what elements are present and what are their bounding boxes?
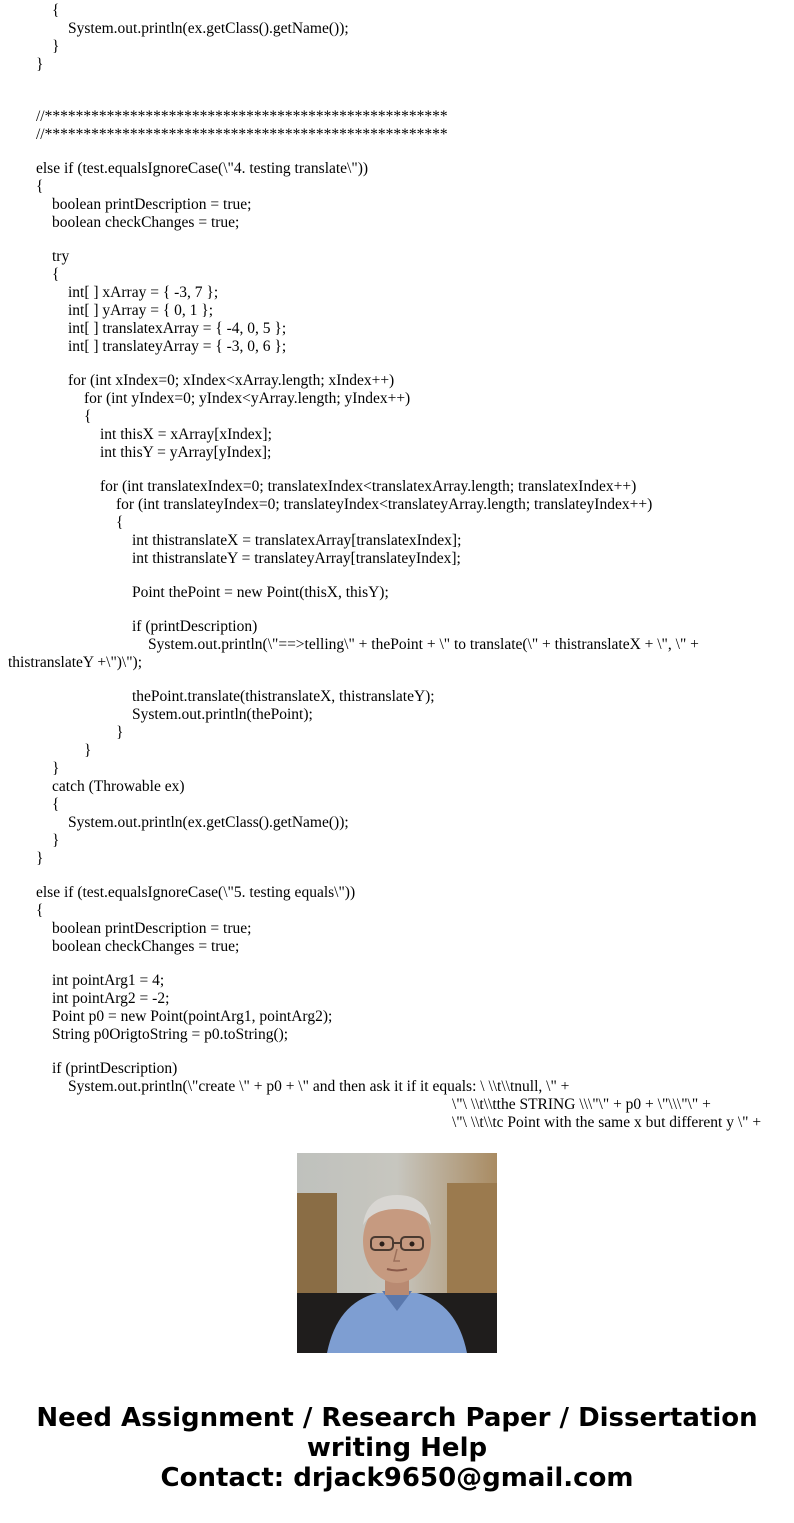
code-line: System.out.println(\"==>telling\" + thePoint + \" to translate(\" + thistranslateX + \", \" + — [148, 636, 699, 653]
code-line: boolean printDescription = true; — [52, 196, 252, 213]
comment-line: //**************************************************** — [36, 126, 448, 143]
code-line: thistranslateY +\")\"); — [8, 654, 143, 671]
code-line: for (int translatexIndex=0; translatexIndex<translatexArray.length; translatexIndex++) — [100, 478, 637, 495]
code-line: else if (test.equalsIgnoreCase(\"5. testing equals\")) — [36, 884, 356, 901]
code-line: int pointArg2 = -2; — [52, 990, 170, 1007]
code-line: int[ ] yArray = { 0, 1 }; — [68, 302, 214, 319]
code-line: int thisX = xArray[xIndex]; — [100, 426, 272, 443]
code-line: } — [36, 850, 44, 867]
code-line: { — [52, 266, 60, 283]
code-line: } — [84, 742, 92, 759]
code-line: } — [36, 56, 44, 73]
code-line: int[ ] xArray = { -3, 7 }; — [68, 284, 219, 301]
code-line: System.out.println(ex.getClass().getName()); — [68, 814, 349, 831]
code-line: \"\ \\t\\tc Point with the same x but different y \" + — [452, 1114, 762, 1131]
code-line: for (int yIndex=0; yIndex<yArray.length; yIndex++) — [84, 390, 411, 407]
promo-line-2: writing Help — [306, 1433, 488, 1463]
code-line: if (printDescription) — [52, 1060, 178, 1077]
code-line: else if (test.equalsIgnoreCase(\"4. testing translate\")) — [36, 160, 369, 177]
promo-line-1: Need Assignment / Research Paper / Dissertation — [36, 1403, 758, 1433]
presenter-avatar — [297, 1153, 497, 1353]
code-line: Point thePoint = new Point(thisX, thisY); — [132, 584, 389, 601]
code-line: boolean checkChanges = true; — [52, 214, 240, 231]
code-line: { — [36, 178, 44, 195]
code-line: int thistranslateY = translateyArray[translateyIndex]; — [132, 550, 461, 567]
code-line: { — [116, 514, 124, 531]
code-line: System.out.println(thePoint); — [132, 706, 313, 723]
code-line: Point p0 = new Point(pointArg1, pointArg2); — [52, 1008, 333, 1025]
code-line: } — [52, 760, 60, 777]
code-line: int[ ] translatexArray = { -4, 0, 5 }; — [68, 320, 287, 337]
code-line: { — [84, 408, 92, 425]
code-line: System.out.println(\"create \" + p0 + \" and then ask it if it equals: \ \\t\\tnull, \" + — [68, 1078, 570, 1095]
code-line: if (printDescription) — [132, 618, 258, 635]
presenter-photo — [297, 1153, 497, 1353]
code-line: boolean printDescription = true; — [52, 920, 252, 937]
code-line: } — [116, 724, 124, 741]
code-line: int pointArg1 = 4; — [52, 972, 165, 989]
code-line: boolean checkChanges = true; — [52, 938, 240, 955]
code-line: String p0OrigtoString = p0.toString(); — [52, 1026, 289, 1043]
code-line: int[ ] translateyArray = { -3, 0, 6 }; — [68, 338, 287, 355]
code-line: { — [52, 796, 60, 813]
promo-banner — [0, 1403, 794, 1493]
code-line: { — [36, 902, 44, 919]
code-line: try — [52, 248, 70, 265]
code-line: System.out.println(ex.getClass().getName()); — [68, 20, 349, 37]
code-line: thePoint.translate(thistranslateX, thistranslateY); — [132, 688, 435, 705]
code-line: int thistranslateX = translatexArray[translatexIndex]; — [132, 532, 462, 549]
code-line: for (int xIndex=0; xIndex<xArray.length; xIndex++) — [68, 372, 395, 389]
code-line: } — [52, 38, 60, 55]
code-line: { — [52, 2, 60, 19]
code-line: \"\ \\t\\tthe STRING \\\"\" + p0 + \"\\\"\" + — [452, 1096, 711, 1113]
comment-line: //**************************************************** — [36, 108, 448, 125]
promo-contact: Contact: drjack9650@gmail.com — [160, 1463, 634, 1493]
code-line: catch (Throwable ex) — [52, 778, 185, 795]
code-line: int thisY = yArray[yIndex]; — [100, 444, 272, 461]
code-line: } — [52, 832, 60, 849]
code-line: for (int translateyIndex=0; translateyIndex<translateyArray.length; translateyIndex++) — [116, 496, 653, 513]
